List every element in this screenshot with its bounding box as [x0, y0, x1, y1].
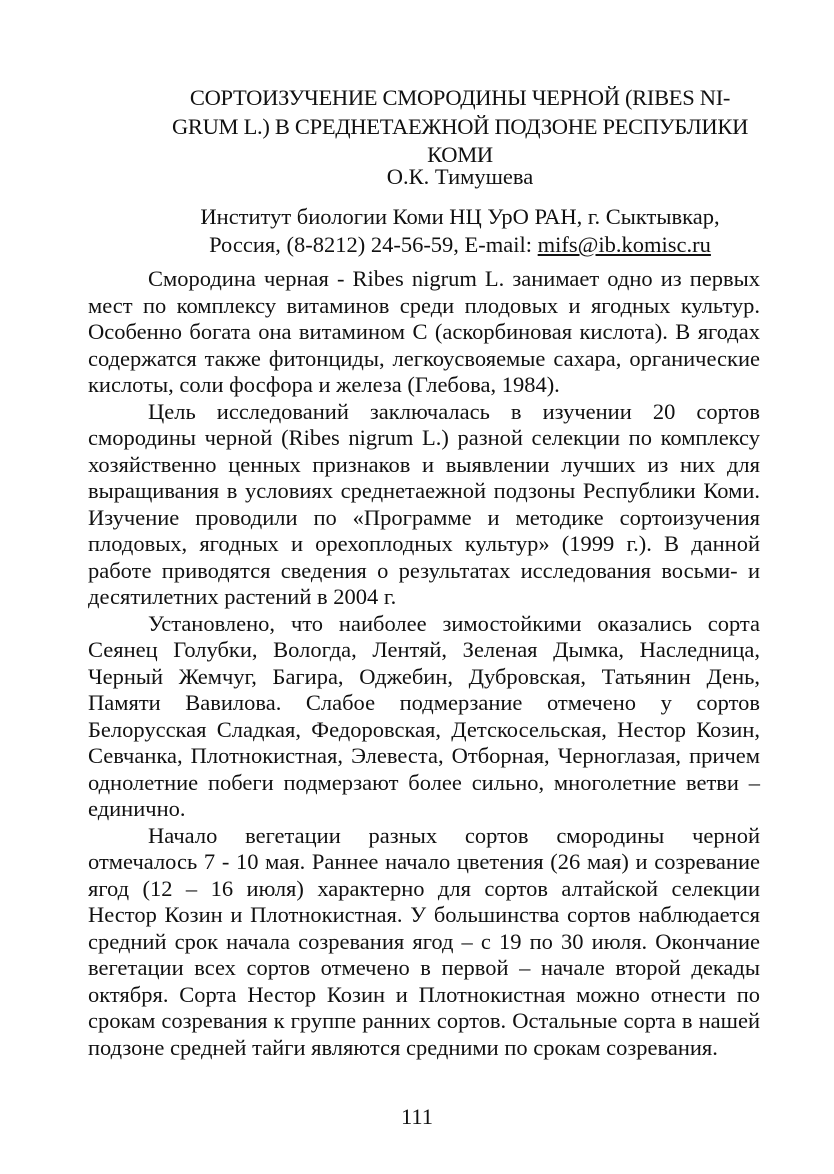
title-line: КОМИ	[427, 142, 493, 167]
paragraph: Установлено, что наиболее зимостойкими оказались сорта Сеянец Голубки, Вологда, Лентяй, Зеленая Дымка, Наследница, Черный Жемчуг, Багира, Оджебин, Дубровская, Татьянин День, Памяти Вавилова. Слабое подмерзание отмечено у сортов Белорусская Сладкая, Федоровская, Детскосельская, Нестор Козин, Севчанка, Плотнокистная, Элевеста, Отборная, Черноглазая, причем однолетние побеги подмерзают более сильно, многолетние ветви – единично.	[88, 610, 760, 821]
affiliation-contact	[150, 231, 770, 259]
title-line: GRUM L.) В СРЕДНЕТАЕЖНОЙ ПОДЗОНЕ РЕСПУБЛИКИ	[171, 113, 749, 139]
email-link[interactable]: mifs@ib.komisc.ru	[537, 232, 711, 257]
article-title	[150, 84, 770, 170]
paragraph: Начало вегетации разных сортов смородины черной отмечалось 7 - 10 мая. Раннее начало цветения (26 мая) и созревание ягод (12 – 16 июля) характерно для сортов алтайской селекции Нестор Козин и Плотнокистная. У большинства сортов наблюдается средний срок начала созревания ягод – с 19 по 30 июля. Окончание вегетации всех сортов отмечено в первой – начале второй декады октября. Сорта Нестор Козин и Плотнокистная можно отнести по срокам созревания к группе ранних сортов. Остальные сорта в нашей подзоне средней тайги являются средними по срокам созревания.	[88, 822, 760, 1060]
affiliation	[150, 203, 770, 259]
article-body	[88, 266, 760, 1061]
affiliation-line: Институт биологии Коми НЦ УрО РАН, г. Сыктывкар,	[200, 204, 720, 229]
page-number: 111	[400, 1104, 434, 1129]
paragraph: Смородина черная - Ribes nigrum L. занимает одно из первых мест по комплексу витаминов среди плодовых и ягодных культур. Особенно богата она витамином С (аскорбиновая кислота). В ягодах содержатся также фитонциды, легкоусвояемые сахара, органические кислоты, соли фосфора и железа (Глебова, 1984).	[88, 266, 760, 397]
author-name: О.К. Тимушева	[386, 164, 534, 189]
affiliation-contact-text: Россия, (8-8212) 24-56-59, E-mail:	[209, 232, 538, 257]
paragraph: Цель исследований заключалась в изучении 20 сортов смородины черной (Ribes nigrum L.) разной селекции по комплексу хозяйственно ценных признаков и выявлении лучших из них для выращивания в условиях среднетаежной подзоны Республики Коми. Изучение проводили по «Программе и методике сортоизучения плодовых, ягодных и орехоплодных культур» (1999 г.). В данной работе приводятся сведения о результатах исследования восьми- и десятилетних растений в 2004 г.	[88, 398, 760, 609]
title-line: СОРТОИЗУЧЕНИЕ СМОРОДИНЫ ЧЕРНОЙ (RIBES NI-	[189, 85, 731, 110]
